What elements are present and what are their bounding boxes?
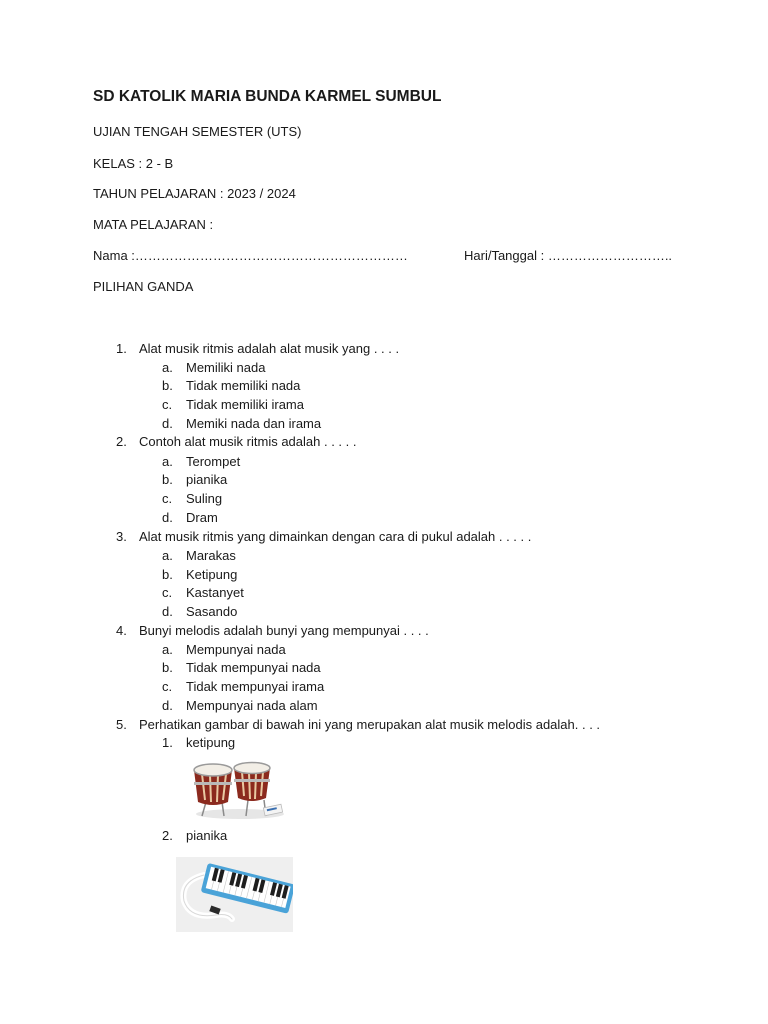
option-3d — [0, 604, 768, 623]
option-text: Mempunyai nada alam — [186, 698, 318, 713]
question-text: Perhatikan gambar di bawah ini yang merupakan alat musik melodis adalah. . . . — [139, 717, 601, 732]
option-text: Terompet — [186, 454, 241, 469]
option-text: Memiki nada dan irama — [186, 416, 322, 431]
option-4d — [0, 698, 768, 717]
option-text: Dram — [186, 510, 218, 525]
question-number: 3. — [116, 529, 127, 544]
option-2d — [0, 510, 768, 529]
question-text: Alat musik ritmis adalah alat musik yang . . . . — [139, 341, 400, 356]
option-letter: c. — [162, 679, 173, 694]
question-5 — [0, 717, 768, 736]
option-letter: a. — [162, 642, 173, 657]
option-text: pianika — [186, 828, 228, 843]
option-5-2 — [0, 828, 768, 847]
question-1 — [0, 341, 768, 360]
question-number: 2. — [116, 434, 127, 449]
option-text: Ketipung — [186, 567, 238, 582]
option-letter: 1. — [162, 735, 173, 750]
option-text: Kastanyet — [186, 585, 244, 600]
pianika-image — [176, 857, 293, 932]
option-2c — [0, 491, 768, 510]
question-2 — [0, 434, 768, 453]
option-3c — [0, 585, 768, 604]
option-text: ketipung — [186, 735, 236, 750]
question-number: 1. — [116, 341, 127, 356]
option-2a — [0, 454, 768, 473]
option-1c — [0, 397, 768, 416]
option-4b — [0, 660, 768, 679]
question-number: 5. — [116, 717, 127, 732]
question-text: Contoh alat musik ritmis adalah . . . . . — [139, 434, 357, 449]
option-2b — [0, 472, 768, 491]
question-text: Bunyi melodis adalah bunyi yang mempunyai . . . . — [139, 623, 429, 638]
option-text: Tidak memiliki irama — [186, 397, 304, 412]
option-3b — [0, 567, 768, 586]
option-letter: b. — [162, 567, 173, 582]
option-text: Tidak memiliki nada — [186, 378, 301, 393]
subject-label: MATA PELAJARAN : — [93, 217, 214, 232]
option-4a — [0, 642, 768, 661]
option-text: Tidak mempunyai irama — [186, 679, 325, 694]
school-name: SD KATOLIK MARIA BUNDA KARMEL SUMBUL — [93, 88, 442, 105]
question-4 — [0, 623, 768, 642]
option-text: Sasando — [186, 604, 238, 619]
option-4c — [0, 679, 768, 698]
option-letter: b. — [162, 472, 173, 487]
option-1b — [0, 378, 768, 397]
option-3a — [0, 548, 768, 567]
option-letter: a. — [162, 454, 173, 469]
option-text: Mempunyai nada — [186, 642, 286, 657]
option-5-1 — [0, 735, 768, 754]
class-label: KELAS : 2 - B — [93, 156, 174, 171]
option-letter: d. — [162, 604, 173, 619]
option-letter: a. — [162, 548, 173, 563]
question-number: 4. — [116, 623, 127, 638]
ketipung-image — [188, 752, 290, 824]
option-text: Tidak mempunyai nada — [186, 660, 321, 675]
option-letter: c. — [162, 491, 173, 506]
option-1d — [0, 416, 768, 435]
option-letter: c. — [162, 397, 173, 412]
option-text: Marakas — [186, 548, 236, 563]
exam-title: UJIAN TENGAH SEMESTER (UTS) — [93, 124, 302, 139]
option-letter: d. — [162, 698, 173, 713]
name-field: Nama :……………………………………………………… — [93, 248, 408, 263]
option-letter: b. — [162, 378, 173, 393]
question-text: Alat musik ritmis yang dimainkan dengan cara di pukul adalah . . . . . — [139, 529, 532, 544]
option-letter: 2. — [162, 828, 173, 843]
option-letter: c. — [162, 585, 173, 600]
option-1a — [0, 360, 768, 379]
question-3 — [0, 529, 768, 548]
section-title: PILIHAN GANDA — [93, 279, 194, 294]
date-field: Hari/Tanggal : ……………………….. — [464, 248, 673, 263]
option-letter: d. — [162, 416, 173, 431]
option-letter: a. — [162, 360, 173, 375]
option-text: pianika — [186, 472, 228, 487]
school-year: TAHUN PELAJARAN : 2023 / 2024 — [93, 186, 296, 201]
option-letter: d. — [162, 510, 173, 525]
option-letter: b. — [162, 660, 173, 675]
option-text: Suling — [186, 491, 223, 506]
option-text: Memiliki nada — [186, 360, 266, 375]
